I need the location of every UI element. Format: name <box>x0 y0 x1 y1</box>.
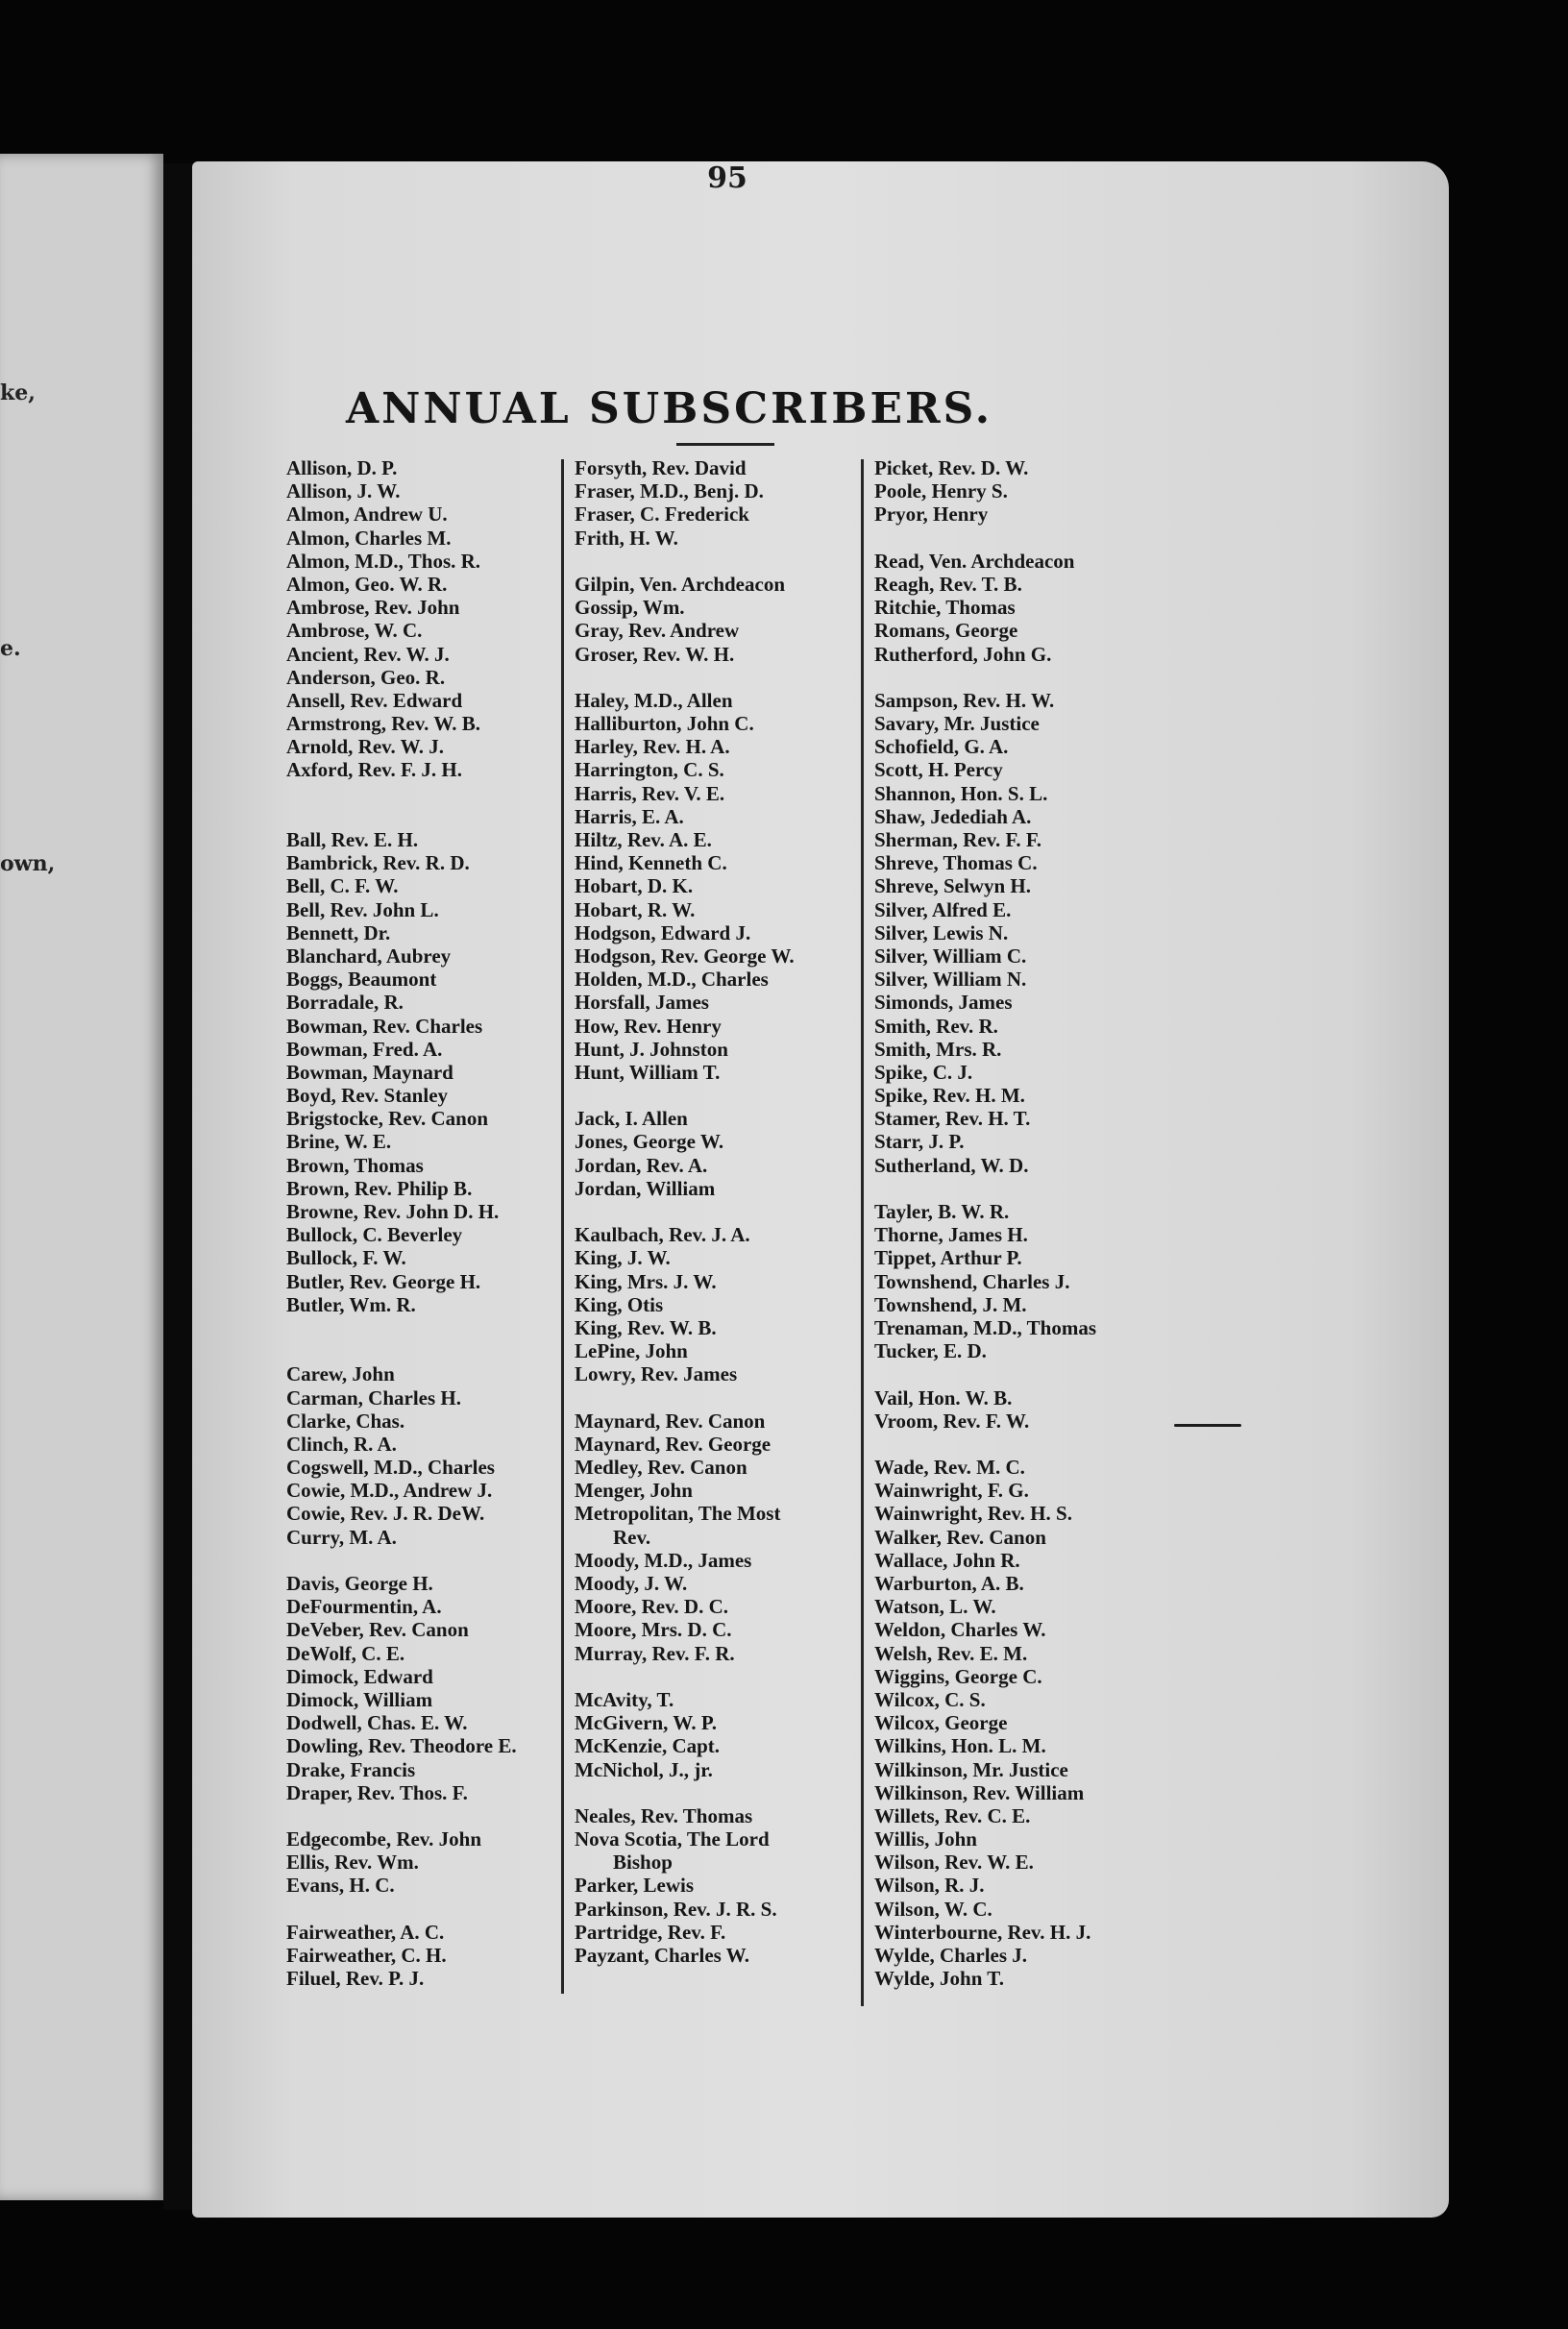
section-gap <box>575 1781 863 1804</box>
section-gap <box>874 666 1163 689</box>
subscriber-entry: Medley, Rev. Canon <box>575 1456 747 1480</box>
subscriber-entry: Dimock, Edward <box>286 1664 433 1688</box>
subscriber-entry: Edgecombe, Rev. John <box>286 1827 482 1851</box>
subscriber-entry: Silver, Alfred E. <box>874 897 1012 921</box>
subscriber-entry: Bullock, C. Beverley <box>286 1223 463 1247</box>
subscriber-entry: Holden, M.D., Charles <box>575 968 769 992</box>
subscriber-entry: Menger, John <box>575 1479 693 1503</box>
subscriber-entry: Ellis, Rev. Wm. <box>286 1851 419 1875</box>
subscriber-entry: Simonds, James <box>874 991 1013 1015</box>
subscriber-entry: McAvity, T. <box>575 1687 674 1711</box>
subscriber-entry: Ancient, Rev. W. J. <box>286 642 450 666</box>
subscriber-entry: Wilson, Rev. W. E. <box>874 1851 1034 1875</box>
subscriber-entry: Lowry, Rev. James <box>575 1362 738 1386</box>
subscriber-entry: King, Mrs. J. W. <box>575 1269 717 1293</box>
subscriber-entry: Thorne, James H. <box>874 1223 1028 1247</box>
subscriber-entry: Schofield, G. A. <box>874 735 1009 759</box>
subscriber-entry: Savary, Mr. Justice <box>874 712 1040 736</box>
subscriber-entry: Wilcox, George <box>874 1711 1008 1735</box>
subscriber-entry: King, Otis <box>575 1292 664 1316</box>
subscriber-entry: Carew, John <box>286 1362 395 1386</box>
subscriber-entry: Brine, W. E. <box>286 1130 392 1154</box>
subscriber-entry: Halliburton, John C. <box>575 712 754 736</box>
subscriber-entry: Silver, Lewis N. <box>874 920 1009 944</box>
subscriber-entry: Shannon, Hon. S. L. <box>874 781 1048 805</box>
subscriber-entry: Hunt, William T. <box>575 1060 721 1084</box>
subscriber-entry: Draper, Rev. Thos. F. <box>286 1780 468 1804</box>
subscriber-entry: Davis, George H. <box>286 1572 433 1595</box>
subscriber-entry: Smith, Mrs. R. <box>874 1037 1002 1061</box>
subscriber-entry: Blanchard, Aubrey <box>286 944 452 968</box>
subscriber-entry: Wilkinson, Mr. Justice <box>874 1757 1068 1781</box>
subscriber-entry: Brown, Thomas <box>286 1153 424 1177</box>
subscriber-entry: Spike, C. J. <box>874 1060 973 1084</box>
subscriber-entry: Maynard, Rev. Canon <box>575 1409 766 1433</box>
subscriber-entry: Gossip, Wm. <box>575 596 685 620</box>
subscriber-entry: Carman, Charles H. <box>286 1385 461 1410</box>
subscriber-entry: Fairweather, A. C. <box>286 1920 445 1944</box>
subscriber-entry: Townshend, Charles J. <box>874 1269 1070 1293</box>
subscriber-entry: Browne, Rev. John D. H. <box>286 1200 500 1223</box>
section-gap <box>286 1804 575 1827</box>
subscriber-entry: Wallace, John R. <box>874 1548 1020 1572</box>
subscriber-entry: Wylde, John T. <box>874 1967 1004 1991</box>
subscriber-entry: Pryor, Henry <box>874 503 989 527</box>
section-gap <box>575 550 863 573</box>
subscriber-entry: Tayler, B. W. R. <box>874 1200 1010 1223</box>
subscriber-entry: Bell, Rev. John L. <box>286 897 439 921</box>
subscriber-entry: Hunt, J. Johnston <box>575 1037 728 1061</box>
subscriber-entry: Moody, J. W. <box>575 1572 688 1595</box>
subscriber-entry: Harley, Rev. H. A. <box>575 735 730 759</box>
subscriber-entry: Almon, Geo. W. R. <box>286 572 448 596</box>
section-gap <box>286 805 575 828</box>
subscriber-entry: Drake, Francis <box>286 1757 416 1781</box>
subscriber-entry: Bambrick, Rev. R. D. <box>286 851 470 875</box>
left-page-fragment: own, <box>0 851 56 876</box>
left-page-fragment: ke, <box>0 380 36 405</box>
left-page-edge <box>0 154 163 2200</box>
subscriber-entry: LePine, John <box>575 1339 688 1363</box>
section-gap <box>874 1177 1163 1200</box>
subscriber-entry: Wilson, R. J. <box>874 1874 985 1898</box>
subscriber-entry: Axford, Rev. F. J. H. <box>286 758 462 782</box>
subscriber-entry: Winterbourne, Rev. H. J. <box>874 1920 1091 1944</box>
subscriber-entry: Harrington, C. S. <box>575 758 724 782</box>
subscriber-entry: Picket, Rev. D. W. <box>874 456 1029 479</box>
section-gap <box>575 1200 863 1223</box>
subscriber-entry: Filuel, Rev. P. J. <box>286 1967 425 1991</box>
subscriber-entry: Gilpin, Ven. Archdeacon <box>575 572 786 596</box>
subscriber-entry: Watson, L. W. <box>874 1595 996 1619</box>
subscriber-entry: Hobart, R. W. <box>575 897 696 921</box>
subscriber-entry: Maynard, Rev. George <box>575 1432 772 1456</box>
subscriber-entry: Jordan, William <box>575 1176 716 1200</box>
subscriber-entry: Neales, Rev. Thomas <box>575 1803 753 1827</box>
subscriber-entry: Butler, Rev. George H. <box>286 1269 481 1293</box>
subscriber-entry: Haley, M.D., Allen <box>575 688 733 712</box>
subscriber-entry: Bullock, F. W. <box>286 1246 406 1270</box>
ink-mark <box>1174 1424 1241 1427</box>
subscriber-entry: Parker, Lewis <box>575 1874 695 1898</box>
subscriber-entry: Tucker, E. D. <box>874 1339 987 1363</box>
subscriber-entry: Wade, Rev. M. C. <box>874 1456 1025 1480</box>
subscriber-entry: Allison, J. W. <box>286 479 401 503</box>
subscriber-entry: Butler, Wm. R. <box>286 1292 416 1316</box>
subscriber-entry: Sherman, Rev. F. F. <box>874 828 1042 851</box>
section-gap <box>575 1084 863 1107</box>
subscriber-entry: Ball, Rev. E. H. <box>286 828 419 851</box>
subscriber-entry: Fraser, C. Frederick <box>575 503 749 527</box>
subscriber-entry: Boggs, Beaumont <box>286 968 437 992</box>
subscriber-entry: Dowling, Rev. Theodore E. <box>286 1734 517 1758</box>
subscriber-entry: Tippet, Arthur P. <box>874 1246 1022 1270</box>
subscriber-entry: Bishop <box>613 1851 673 1875</box>
subscriber-entry: Moody, M.D., James <box>575 1548 752 1572</box>
subscriber-entry: Fraser, M.D., Benj. D. <box>575 479 764 503</box>
subscriber-entry: Brown, Rev. Philip B. <box>286 1176 473 1200</box>
subscriber-entry: Bell, C. F. W. <box>286 874 399 898</box>
subscriber-entry: Ritchie, Thomas <box>874 596 1016 620</box>
subscriber-entry: Wilson, W. C. <box>874 1897 992 1921</box>
left-page-fragment: e. <box>0 636 21 661</box>
subscriber-entry: Shreve, Thomas C. <box>874 851 1038 875</box>
subscriber-entry: Almon, Charles M. <box>286 526 452 550</box>
section-gap <box>575 1665 863 1688</box>
subscriber-entry: Groser, Rev. W. H. <box>575 642 735 666</box>
subscriber-entry: Frith, H. W. <box>575 526 678 550</box>
subscriber-entry: Reagh, Rev. T. B. <box>874 572 1022 596</box>
subscriber-entry: Bowman, Maynard <box>286 1060 453 1084</box>
subscriber-entry: Forsyth, Rev. David <box>575 456 747 479</box>
subscriber-entry: Welsh, Rev. E. M. <box>874 1641 1028 1665</box>
subscriber-entry: Starr, J. P. <box>874 1130 965 1154</box>
section-gap <box>286 1549 575 1572</box>
subscriber-entry: Smith, Rev. R. <box>874 1014 998 1038</box>
subscriber-entry: Cowie, M.D., Andrew J. <box>286 1479 493 1503</box>
subscriber-entry: Hobart, D. K. <box>575 874 694 898</box>
subscriber-entry: Moore, Mrs. D. C. <box>575 1618 732 1642</box>
subscriber-entry: Silver, William C. <box>874 944 1027 968</box>
subscriber-entry: Silver, William N. <box>874 968 1027 992</box>
subscriber-entry: Cowie, Rev. J. R. DeW. <box>286 1502 485 1526</box>
subscriber-entry: Harris, E. A. <box>575 804 684 828</box>
subscriber-entry: Moore, Rev. D. C. <box>575 1595 728 1619</box>
subscriber-entry: Anderson, Geo. R. <box>286 665 446 689</box>
subscriber-entry: Harris, Rev. V. E. <box>575 781 725 805</box>
subscriber-entry: Weldon, Charles W. <box>874 1618 1046 1642</box>
section-gap <box>286 1898 575 1921</box>
subscriber-entry: Clarke, Chas. <box>286 1409 405 1433</box>
subscriber-entry: Dodwell, Chas. E. W. <box>286 1711 468 1735</box>
subscriber-entry: DeFourmentin, A. <box>286 1595 442 1619</box>
section-gap <box>874 1362 1163 1385</box>
subscriber-entry: Wilcox, C. S. <box>874 1687 986 1711</box>
subscriber-entry: Nova Scotia, The Lord <box>575 1827 770 1851</box>
subscriber-entry: Clinch, R. A. <box>286 1432 397 1456</box>
subscriber-entry: Vail, Hon. W. B. <box>874 1385 1013 1410</box>
subscriber-entry: Payzant, Charles W. <box>575 1944 750 1967</box>
subscriber-entry: Kaulbach, Rev. J. A. <box>575 1223 750 1247</box>
subscriber-entry: Trenaman, M.D., Thomas <box>874 1315 1097 1339</box>
subscriber-entry: Wilkinson, Rev. William <box>874 1780 1085 1804</box>
subscriber-entry: Romans, George <box>874 619 1018 643</box>
subscriber-column-3 <box>874 456 1163 1990</box>
subscriber-entry: Spike, Rev. H. M. <box>874 1084 1025 1108</box>
subscriber-entry: Armstrong, Rev. W. B. <box>286 712 481 736</box>
subscriber-entry: Bennett, Dr. <box>286 920 391 944</box>
subscriber-entry: Wilkins, Hon. L. M. <box>874 1734 1046 1758</box>
subscriber-entry: Warburton, A. B. <box>874 1572 1024 1595</box>
section-gap <box>575 1386 863 1410</box>
subscriber-entry: McKenzie, Capt. <box>575 1734 721 1758</box>
subscriber-entry: Poole, Henry S. <box>874 479 1008 503</box>
subscriber-entry: Rutherford, John G. <box>874 642 1052 666</box>
subscriber-entry: DeVeber, Rev. Canon <box>286 1618 469 1642</box>
subscriber-column-1 <box>286 456 575 1990</box>
subscriber-entry: Shaw, Jedediah A. <box>874 804 1032 828</box>
subscriber-entry: Horsfall, James <box>575 991 709 1015</box>
subscriber-entry: Walker, Rev. Canon <box>874 1525 1046 1549</box>
subscriber-entry: Evans, H. C. <box>286 1874 395 1898</box>
subscriber-entry: Partridge, Rev. F. <box>575 1920 726 1944</box>
subscriber-entry: Read, Ven. Archdeacon <box>874 549 1075 573</box>
subscriber-entry: Willets, Rev. C. E. <box>874 1803 1031 1827</box>
subscriber-entry: DeWolf, C. E. <box>286 1641 405 1665</box>
subscriber-entry: Willis, John <box>874 1827 977 1851</box>
section-gap <box>874 1433 1163 1456</box>
subscriber-entry: Hodgson, Rev. George W. <box>575 944 795 968</box>
subscriber-entry: Borradale, R. <box>286 991 404 1015</box>
subscriber-entry: McNichol, J., jr. <box>575 1757 713 1781</box>
subscriber-column-2 <box>575 456 863 1967</box>
subscriber-entry: Hodgson, Edward J. <box>575 920 751 944</box>
page-title: ANNUAL SUBSCRIBERS. <box>346 384 993 433</box>
subscriber-entry: Murray, Rev. F. R. <box>575 1641 735 1665</box>
subscriber-entry: Cogswell, M.D., Charles <box>286 1456 495 1480</box>
subscriber-entry: Curry, M. A. <box>286 1525 397 1549</box>
title-underline <box>676 443 774 446</box>
subscriber-entry: McGivern, W. P. <box>575 1711 717 1735</box>
subscriber-entry: Allison, D. P. <box>286 456 398 479</box>
book-gutter <box>163 163 192 2210</box>
subscriber-entry: King, J. W. <box>575 1246 671 1270</box>
subscriber-entry: Wylde, Charles J. <box>874 1944 1028 1967</box>
subscriber-entry: Ambrose, Rev. John <box>286 596 460 620</box>
subscriber-entry: Wiggins, George C. <box>874 1664 1042 1688</box>
section-gap <box>286 782 575 805</box>
section-gap <box>874 527 1163 550</box>
subscriber-entry: Parkinson, Rev. J. R. S. <box>575 1897 777 1921</box>
subscriber-entry: King, Rev. W. B. <box>575 1315 717 1339</box>
subscriber-entry: Gray, Rev. Andrew <box>575 619 740 643</box>
subscriber-entry: Jordan, Rev. A. <box>575 1153 708 1177</box>
subscriber-entry: Sutherland, W. D. <box>874 1153 1029 1177</box>
section-gap <box>575 666 863 689</box>
subscriber-entry: Ambrose, W. C. <box>286 619 423 643</box>
subscriber-entry: Rev. <box>613 1525 651 1549</box>
subscriber-entry: Hiltz, Rev. A. E. <box>575 828 712 851</box>
subscriber-entry: Arnold, Rev. W. J. <box>286 735 444 759</box>
subscriber-entry: Vroom, Rev. F. W. <box>874 1409 1030 1433</box>
section-gap <box>286 1316 575 1339</box>
subscriber-entry: Fairweather, C. H. <box>286 1944 447 1967</box>
subscriber-entry: Metropolitan, The Most <box>575 1502 781 1526</box>
subscriber-entry: Almon, Andrew U. <box>286 503 448 527</box>
subscriber-entry: Stamer, Rev. H. T. <box>874 1107 1031 1131</box>
subscriber-entry: Scott, H. Percy <box>874 758 1003 782</box>
subscriber-entry: Wainwright, Rev. H. S. <box>874 1502 1072 1526</box>
subscriber-entry: Sampson, Rev. H. W. <box>874 688 1055 712</box>
subscriber-entry: Almon, M.D., Thos. R. <box>286 549 481 573</box>
subscriber-entry: Boyd, Rev. Stanley <box>286 1084 449 1108</box>
page-number: 95 <box>707 161 747 195</box>
subscriber-entry: Hind, Kenneth C. <box>575 851 727 875</box>
subscriber-entry: Shreve, Selwyn H. <box>874 874 1031 898</box>
subscriber-entry: Wainwright, F. G. <box>874 1479 1029 1503</box>
subscriber-entry: Dimock, William <box>286 1687 433 1711</box>
subscriber-entry: Townshend, J. M. <box>874 1292 1027 1316</box>
subscriber-entry: Bowman, Rev. Charles <box>286 1014 483 1038</box>
subscriber-entry: Brigstocke, Rev. Canon <box>286 1107 488 1131</box>
subscriber-entry: How, Rev. Henry <box>575 1014 722 1038</box>
subscriber-entry: Bowman, Fred. A. <box>286 1037 443 1061</box>
subscriber-entry: Ansell, Rev. Edward <box>286 688 463 712</box>
subscriber-entry: Jack, I. Allen <box>575 1107 688 1131</box>
section-gap <box>286 1339 575 1362</box>
subscriber-entry: Jones, George W. <box>575 1130 724 1154</box>
